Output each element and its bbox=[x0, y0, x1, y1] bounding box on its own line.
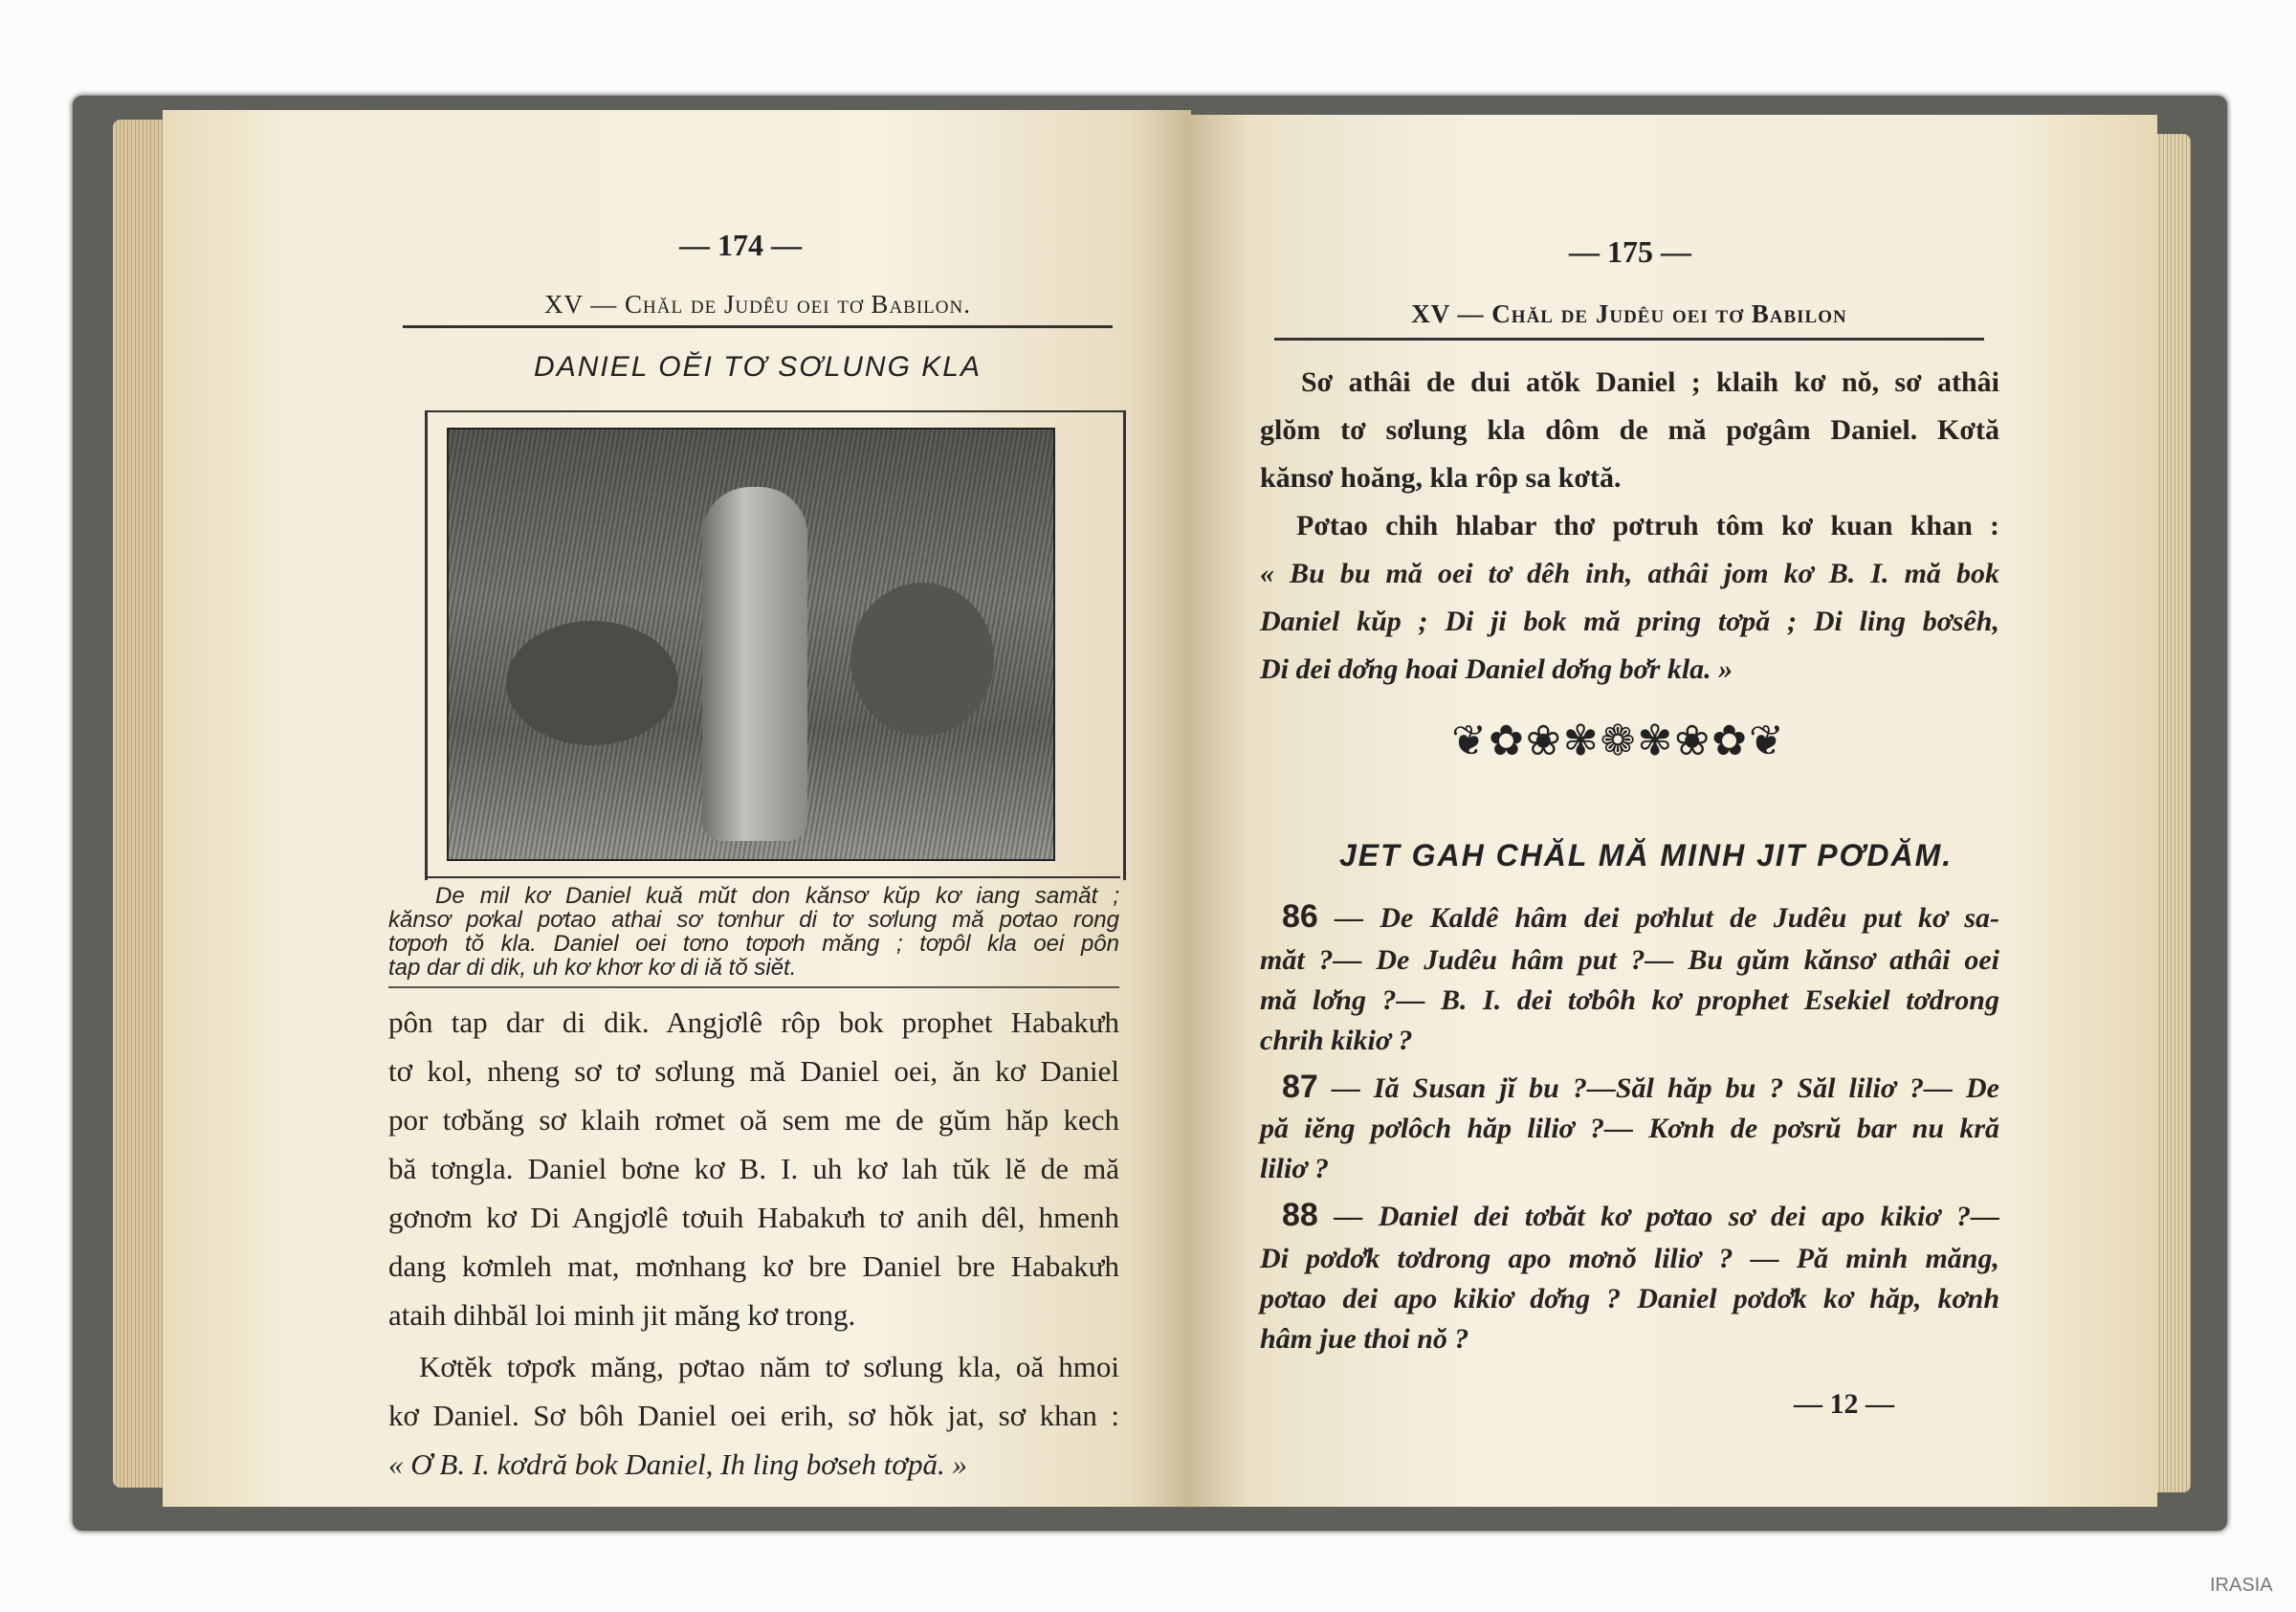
body-line: pôn tap dar di dik. Angjơlê rôp bok prophet Habakưh bbox=[388, 1005, 1119, 1039]
question-line: mă lơ̆ng ?— B. I. dei tơbôh kơ prophet Esekiel tơdrong bbox=[1260, 984, 1999, 1016]
body-line: kơ Daniel. Sơ bôh Daniel oei erih, sơ hŏk jat, sơ khan : bbox=[388, 1399, 1119, 1432]
quote-line: « Bu bu mă oei tơ dêh inh, athâi jom kơ B. I. mă bok bbox=[1260, 558, 1999, 589]
section-title-left: DANIEL OĔI TƠ SƠLUNG KLA bbox=[534, 351, 982, 383]
question-number: 86 bbox=[1282, 898, 1318, 935]
body-line: Kơtĕk tơpơk măng, pơtao năm tơ sơlung kla, oă hmoi bbox=[419, 1350, 1119, 1383]
caption-line: kănsơ pơkal pơtao athai sơ tơnhur di tơ sơlung mă pơtao rong bbox=[388, 907, 1119, 933]
header-rule-left bbox=[403, 325, 1113, 328]
body-line: Sơ athâi de dui atŏk Daniel ; klaih kơ nŏ, sơ athâi bbox=[1301, 366, 1999, 398]
caption-rule bbox=[388, 986, 1119, 988]
question-87-line: 87 — Iă Susan jĭ bu ?—Săl hăp bu ? Săl liliơ ?— De bbox=[1282, 1069, 1999, 1105]
body-line: bă tơngla. Daniel bơne kơ B. I. uh kơ lah tŭk lĕ de mă bbox=[388, 1152, 1119, 1185]
header-rule-right bbox=[1274, 338, 1984, 341]
question-line: hâm jue thoi nŏ ? bbox=[1260, 1323, 1469, 1355]
running-header-right: XV — Chăl de Judêu oei tơ Babilon bbox=[1411, 299, 1847, 328]
watermark: IRASIA bbox=[2210, 1575, 2273, 1596]
body-line: tơ kol, nheng sơ tơ sơlung mă Daniel oei, ăn kơ Daniel bbox=[388, 1054, 1119, 1088]
body-line: Pơtao chih hlabar thơ pơtruh tôm kơ kuan khan : bbox=[1296, 510, 1999, 541]
illustration-rule bbox=[425, 876, 1120, 878]
question-line: pă iĕng pơlôch hăp liliơ ?— Kơnh de pơsrŭ bar nu kră bbox=[1260, 1113, 1999, 1144]
body-line: dang kơmleh mat, mơnhang kơ bre Daniel bre Habakưh bbox=[388, 1249, 1119, 1283]
illustration-daniel-lions-den bbox=[447, 428, 1055, 861]
page-number-left: — 174 — bbox=[679, 228, 802, 262]
quote-line: Daniel kŭp ; Di ji bok mă pring tơpă ; Di ling bơsêh, bbox=[1260, 606, 1999, 637]
quote-line: Di dei dơ̆ng hoai Daniel dơ̆ng bơ̆r kla. » bbox=[1260, 653, 1733, 685]
daniel-figure bbox=[702, 487, 807, 841]
lion-figure bbox=[506, 621, 678, 745]
signature-mark: — 12 — bbox=[1794, 1388, 1894, 1420]
question-line: liliơ ? bbox=[1260, 1153, 1329, 1184]
body-line: ataih dihbăl loi minh jit măng kơ trong. bbox=[388, 1298, 856, 1332]
question-line: chrih kikiơ ? bbox=[1260, 1025, 1413, 1056]
running-header-left: XV — Chăl de Judêu oei tơ Babilon. bbox=[544, 290, 971, 319]
body-line: kănsơ hoăng, kla rôp sa kơtă. bbox=[1260, 462, 1622, 494]
section-title-right: JET GAH CHĂL MĂ MINH JIT PƠDĂM. bbox=[1339, 838, 1954, 872]
page-number-right: — 175 — bbox=[1569, 234, 1691, 269]
floral-ornament: ❦✿❀✾❁✾❀✿❦ bbox=[1451, 717, 1786, 765]
caption-line: tap dar di dik, uh kơ khơr kơ di iă tŏ siĕt. bbox=[388, 955, 797, 981]
caption-line: tơpơh tŏ kla. Daniel oei tơno tơpơh măng ; tơpôl kla oei pôn bbox=[388, 931, 1119, 957]
lion-figure bbox=[850, 583, 994, 736]
question-line: măt ?— De Judêu hâm put ?— Bu gŭm kănsơ athâi oei bbox=[1260, 944, 1999, 976]
question-number: 88 bbox=[1282, 1197, 1318, 1233]
body-line: gơnơm kơ Di Angjơlê tơuih Habakưh tơ anih dêl, hmenh bbox=[388, 1201, 1119, 1234]
body-line: por tơbăng sơ klaih rơmet oă sem me de gŭm hăp kech bbox=[388, 1103, 1119, 1137]
caption-line: De mil kơ Daniel kuă mŭt don kănsơ kŭp kơ iang samăt ; bbox=[435, 883, 1119, 909]
body-line: glŏm tơ sơlung kla dôm de mă pơgâm Daniel. Kơtă bbox=[1260, 414, 1999, 446]
body-line: « Ơ B. I. kơdră bok Daniel, Ih ling bơseh tơpă. » bbox=[388, 1447, 967, 1481]
question-line: pơtao dei apo kikiơ dơ̆ng ? Daniel pơdơ̆k kơ hăp, kơnh bbox=[1260, 1283, 1999, 1314]
question-88-line: 88 — Daniel dei tơbăt kơ pơtao sơ dei apo kikiơ ?— bbox=[1282, 1197, 2000, 1233]
question-line: Di pơdơ̆k tơdrong apo mơnŏ liliơ ? — Pă minh măng, bbox=[1260, 1243, 1999, 1274]
question-86-line: 86 — De Kaldê hâm dei pơhlut de Judêu put kơ sa- bbox=[1282, 898, 2000, 935]
question-number: 87 bbox=[1282, 1069, 1318, 1105]
